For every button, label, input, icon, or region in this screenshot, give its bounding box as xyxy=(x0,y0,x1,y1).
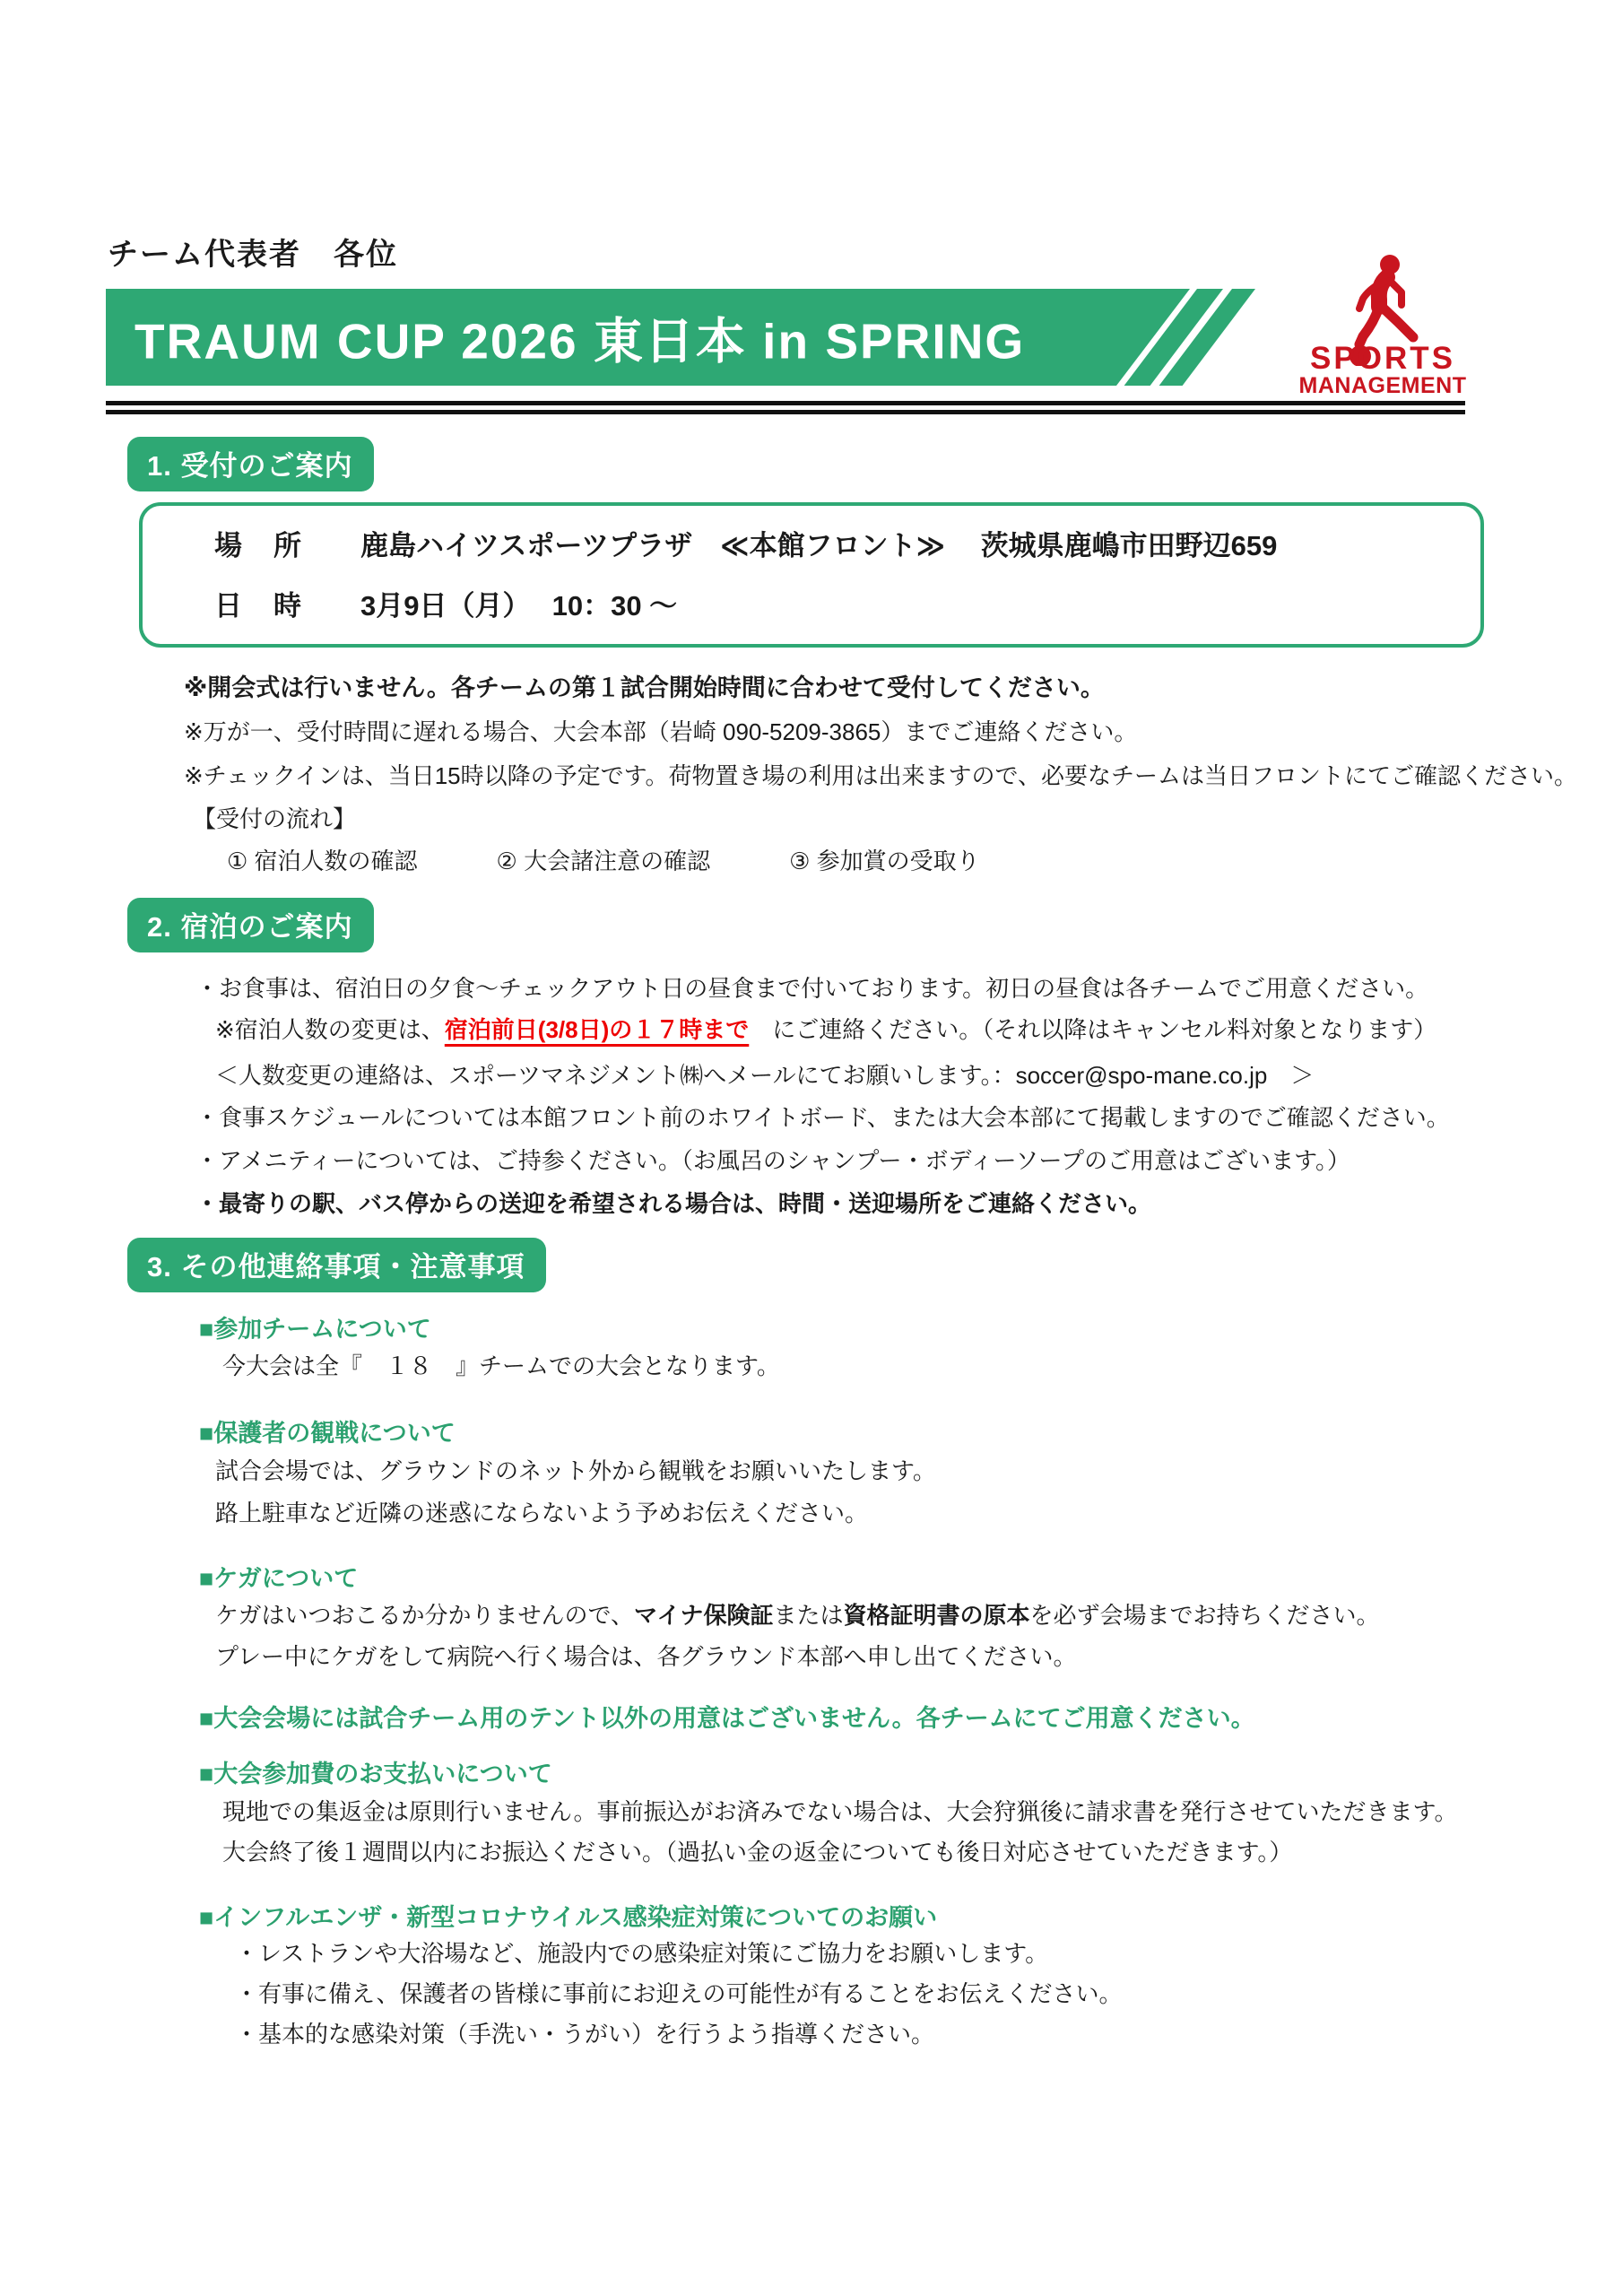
section-2-heading: 2. 宿泊のご案内 xyxy=(127,898,374,952)
reception-note-3: ※チェックインは、当日15時以降の予定です。荷物置き場の利用は出来ますので、必要なチームは当日フロントにてご確認ください。 xyxy=(184,762,1578,789)
venue-row xyxy=(214,529,1480,564)
lodging-change-deadline-line xyxy=(215,1015,1436,1046)
teams-subheading: ■参加チームについて xyxy=(199,1316,431,1343)
infection-line-3: ・基本的な感染対策（手洗い・うがい）を行うよう指導ください。 xyxy=(235,2021,935,2048)
spectators-subheading: ■保護者の観戦について xyxy=(199,1420,456,1447)
deadline-post-text: にご連絡ください。（それ以降はキャンセル料対象となります） xyxy=(749,1016,1437,1043)
reception-flow-step-3: ③ 参加賞の受取り xyxy=(789,848,980,874)
reception-flow-step-1: ① 宿泊人数の確認 xyxy=(227,848,418,874)
injury-bold-1: マイナ保険証 xyxy=(633,1602,774,1629)
injury-line-2: プレー中にケガをして病院へ行く場合は、各グラウンド本部へ申し出てください。 xyxy=(215,1643,1077,1670)
deadline-pre-text: ※宿泊人数の変更は、 xyxy=(215,1016,445,1043)
reception-flow-steps xyxy=(227,847,980,877)
amenities-line: ・アメニティーについては、ご持参ください。（お風呂のシャンプー・ボディーソープのご用意はございます。） xyxy=(195,1147,1351,1174)
datetime-value: 3月9日（月） 10：30 ～ xyxy=(360,589,678,622)
datetime-row xyxy=(214,589,1480,624)
injury-subheading: ■ケガについて xyxy=(199,1565,359,1592)
spectators-line-1: 試合会場では、グラウンドのネット外から観戦をお願いいたします。 xyxy=(215,1457,936,1484)
logo-text-management: MANAGEMENT xyxy=(1298,373,1467,398)
logo-text-sports: SPORTS xyxy=(1310,341,1455,376)
reception-flow-title: 【受付の流れ】 xyxy=(193,805,357,832)
injury-post-text: を必ず会場までお持ちください。 xyxy=(1029,1602,1380,1629)
tent-notice-line: ■大会会場には試合チーム用のテント以外の用意はございません。各チームにてご用意ください。 xyxy=(199,1705,1255,1732)
fees-subheading: ■大会参加費のお支払いについて xyxy=(199,1761,552,1787)
venue-info-box xyxy=(139,502,1484,648)
sports-management-logo xyxy=(1298,253,1467,399)
section-1-heading: 1. 受付のご案内 xyxy=(127,437,374,491)
deadline-red-text: 宿泊前日(3/8日)の１７時まで xyxy=(444,1016,750,1043)
injury-mid-text: または xyxy=(773,1602,844,1629)
tournament-banner xyxy=(106,289,1379,386)
injury-bold-2: 資格証明書の原本 xyxy=(843,1602,1030,1629)
spectators-line-2: 路上駐車など近隣の迷惑にならないよう予めお伝えください。 xyxy=(215,1500,869,1526)
reception-note-2: ※万が一、受付時間に遅れる場合、大会本部（岩崎 090-5209-3865）までご連絡ください。 xyxy=(184,718,1138,745)
recipient-line: チーム代表者 各位 xyxy=(108,238,398,272)
infection-line-2: ・有事に備え、保護者の皆様に事前にお迎えの可能性が有ることをお伝えください。 xyxy=(235,1980,1123,2007)
reception-note-1: ※開会式は行いません。各チームの第１試合開始時間に合わせて受付してください。 xyxy=(184,674,1105,701)
infection-line-1: ・レストランや大浴場など、施設内での感染症対策にご協力をお願いします。 xyxy=(235,1940,1049,1967)
meal-schedule-line: ・食事スケジュールについては本館フロント前のホワイトボード、または大会本部にて掲載しますのでご確認ください。 xyxy=(195,1104,1450,1131)
shuttle-request-line: ・最寄りの駅、バス停からの送迎を希望される場合は、時間・送迎場所をご連絡ください。 xyxy=(195,1190,1152,1217)
teams-count-line: 今大会は全『 １８ 』チームでの大会となります。 xyxy=(222,1352,780,1379)
venue-label: 場 所 xyxy=(214,530,303,561)
lodging-meals-line: ・お食事は、宿泊日の夕食～チェックアウト日の昼食まで付いております。初日の昼食は各チームでご用意ください。 xyxy=(195,975,1429,1002)
datetime-label: 日 時 xyxy=(214,589,303,622)
injury-line-1 xyxy=(215,1601,1380,1631)
fees-line-2: 大会終了後１週間以内にお振込ください。（過払い金の返金についても後日対応させていただきます。） xyxy=(222,1839,1293,1866)
fees-line-1: 現地での集返金は原則行いません。事前振込がお済みでない場合は、大会狩猟後に請求書を発行させていただきます。 xyxy=(222,1798,1458,1825)
lodging-contact-email-line: ＜人数変更の連絡は、スポーツマネジメント㈱へメールにてお願いします。：soccer@spo-mane.co.jp ＞ xyxy=(215,1062,1315,1089)
venue-value: 鹿島ハイツスポーツプラザ ≪本館フロント≫ 茨城県鹿嶋市田野辺659 xyxy=(360,530,1278,561)
double-rule xyxy=(106,401,1465,414)
injury-pre-text: ケガはいつおこるか分かりませんので、 xyxy=(215,1602,634,1629)
infection-subheading: ■インフルエンザ・新型コロナウイルス感染症対策についてのお願い xyxy=(199,1904,938,1931)
section-3-heading: 3. その他連絡事項・注意事項 xyxy=(127,1238,546,1292)
tournament-title: TRAUM CUP 2026 東日本 in SPRING xyxy=(135,313,1026,370)
reception-flow-step-2: ② 大会諸注意の確認 xyxy=(496,848,711,874)
